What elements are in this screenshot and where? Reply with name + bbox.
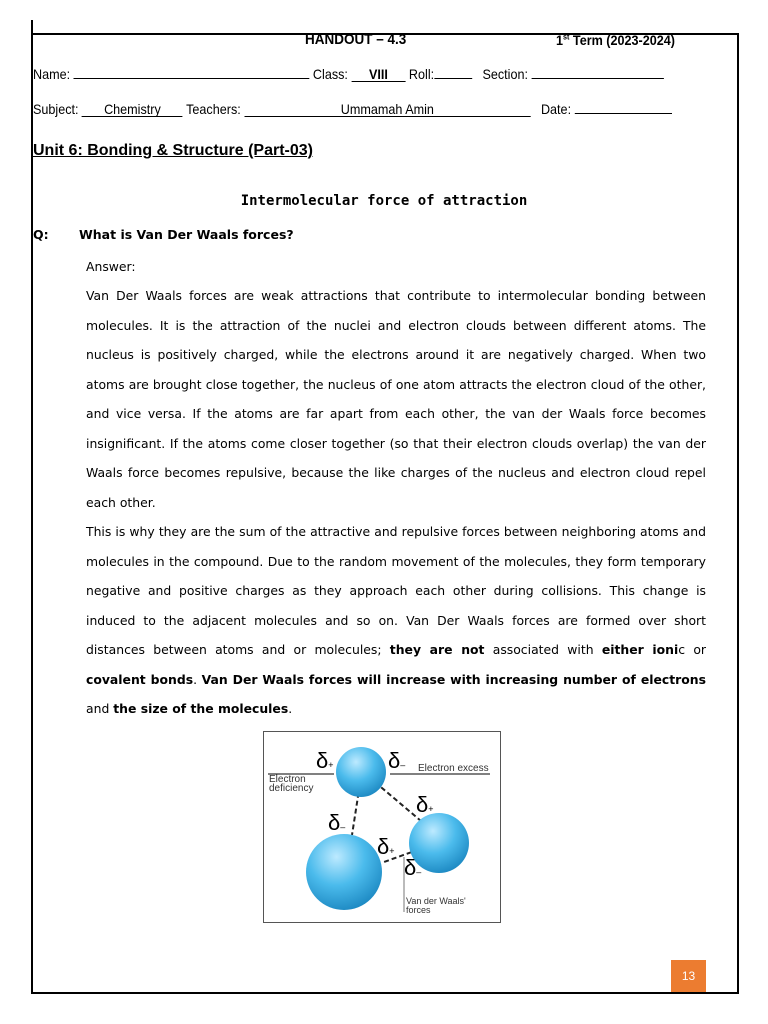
- handout-title: HANDOUT – 4.3: [305, 31, 407, 48]
- delta-plus-3: δ+: [377, 834, 395, 859]
- delta-plus-1: δ+: [316, 748, 334, 773]
- subject-field[interactable]: Chemistry: [82, 102, 183, 117]
- name-field[interactable]: [74, 78, 310, 79]
- page-number: 13: [671, 960, 706, 992]
- class-field[interactable]: VIII: [351, 67, 405, 82]
- svg-text:deficiency: deficiency: [269, 783, 314, 794]
- section-title: Intermolecular force of attraction: [240, 193, 528, 209]
- info-row-1: Name: Class: VIII Roll: Section:: [33, 66, 664, 82]
- label-vdw-forces: Van der Waals': [406, 896, 466, 906]
- svg-text:forces: forces: [406, 905, 431, 915]
- paragraph-1: Van Der Waals forces are weak attractions that contribute to intermolecular bonding between molecules. It is the attraction of the nuclei and electron clouds between different atoms. The nucleus is positively charged, while the electrons around it are negatively charged. When two atoms are brought close together, the nucleus of one atom attracts the electron cloud of the other, and vice versa. If the atoms are far apart from each other, the van der Waals force becomes insignificant. If the atoms come closer together (so that their electron clouds overlap) the van der Waals force becomes repulsive, because the like charges of the nucleus and electron cloud repel each other.: [86, 288, 706, 510]
- delta-minus-3: δ–: [404, 855, 422, 880]
- van-der-waals-diagram: [263, 731, 501, 923]
- unit-heading: Unit 6: Bonding & Structure (Part-03): [33, 142, 314, 159]
- answer-label: Answer:: [86, 259, 136, 274]
- atom-right: [409, 813, 469, 873]
- question: Q: What is Van Der Waals forces?: [33, 227, 294, 242]
- label-electron-deficiency: Electron: [269, 774, 306, 785]
- delta-plus-2: δ+: [416, 792, 434, 817]
- border-right: [737, 33, 739, 993]
- teacher-field[interactable]: Ummamah Amin: [244, 102, 530, 117]
- term: 1st Term (2023-2024): [556, 32, 675, 48]
- info-row-2: Subject: Chemistry Teachers: Ummamah Amin Date:: [33, 101, 672, 117]
- atom-left: [306, 834, 382, 910]
- roll-field[interactable]: [434, 78, 472, 79]
- border-left: [31, 20, 33, 993]
- delta-minus-2: δ–: [328, 810, 346, 835]
- delta-minus-1: δ–: [388, 748, 406, 773]
- atom-top: [336, 747, 386, 797]
- section-field[interactable]: [531, 78, 663, 79]
- paragraph-2: This is why they are the sum of the attractive and repulsive forces between neighboring atoms and molecules in the compound. Due to the random movement of the molecules, they form temporary negative and positive charges as they approach each other during collisions. This change is induced to the adjacent molecules and so on. Van Der Waals forces are formed over short distances between atoms and or molecules; they are not associated with either ionic or covalent bonds. Van Der Waals forces will increase with increasing number of electrons and the size of the molecules.: [86, 524, 706, 716]
- date-field[interactable]: [575, 113, 672, 114]
- label-electron-excess: Electron excess: [418, 763, 489, 774]
- border-bottom: [31, 992, 739, 994]
